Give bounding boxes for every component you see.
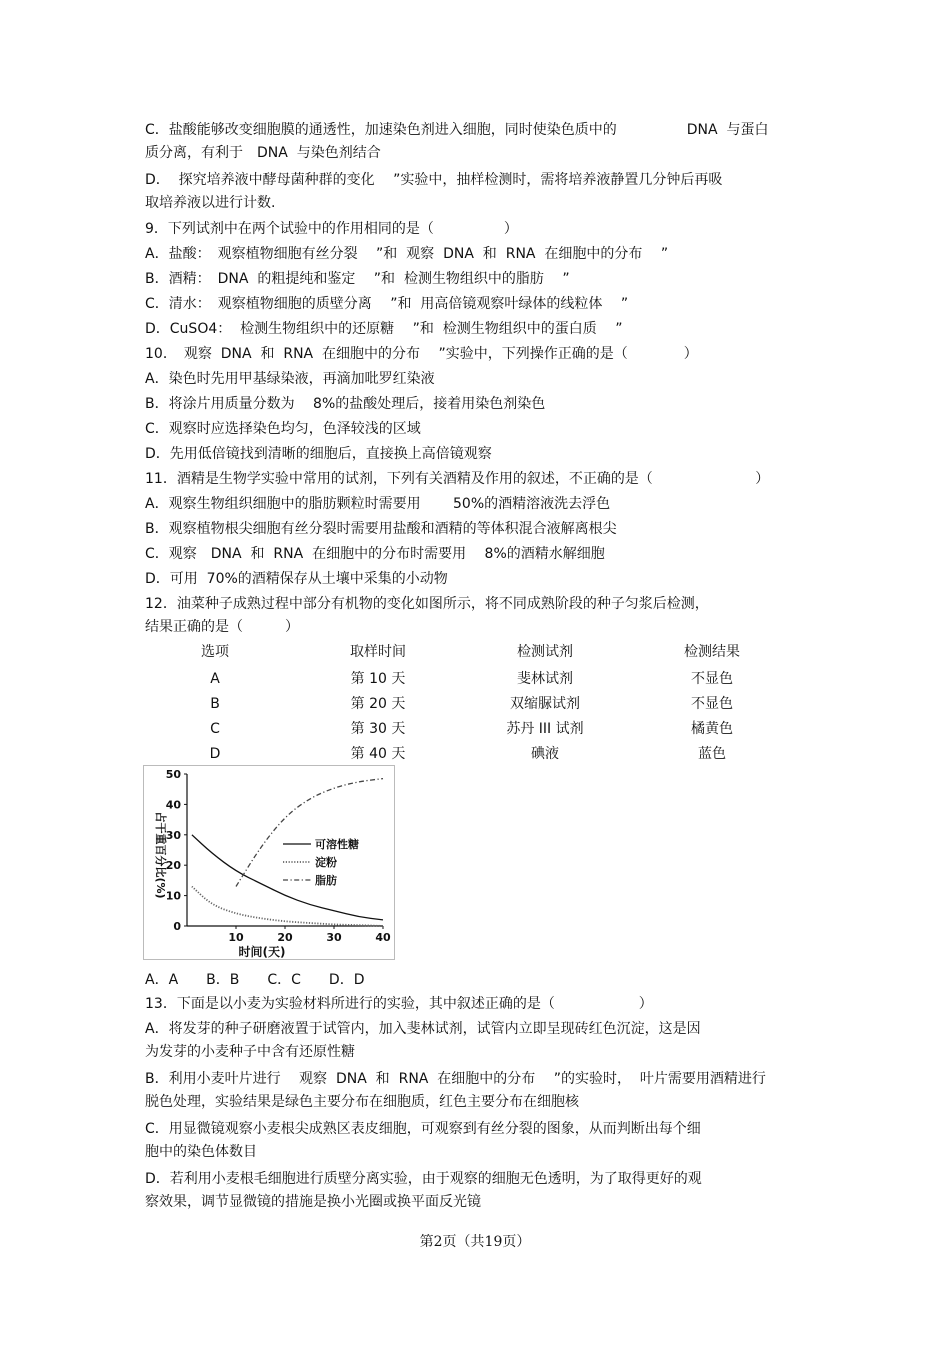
table-header-cell: 检测试剂: [517, 644, 573, 660]
option-a: A．染色时先用甲基绿染液，再滴加吡罗红染液: [145, 371, 435, 387]
table-cell: 蓝色: [698, 746, 726, 762]
x-tick-label: 10: [228, 931, 244, 944]
option-d: D．可用 70%的酒精保存从土壤中采集的小动物: [145, 571, 448, 587]
option-c: C．观察 DNA 和 RNA 在细胞中的分布时需要用 8%的酒精水解细胞: [145, 546, 605, 562]
table-row: [145, 745, 785, 763]
legend-label: 淀粉: [315, 856, 337, 869]
text-line: 胞中的染色体数目: [145, 1144, 257, 1160]
option-b: B．将涂片用质量分数为 8%的盐酸处理后，接着用染色剂染色: [145, 396, 546, 412]
table-cell: 不显色: [691, 671, 733, 687]
chart-legend: [283, 837, 359, 887]
x-tick-label: 20: [277, 931, 293, 944]
table-cell: D: [209, 746, 221, 762]
text-line: 察效果，调节显微镜的措施是换小光圈或换平面反光镜: [145, 1194, 481, 1210]
chart-series: [192, 779, 383, 926]
y-tick-label: 20: [165, 859, 181, 873]
legend-label: 脂肪: [315, 874, 337, 887]
option-d: D．先用低倍镜找到清晰的细胞后，直接换上高倍镜观察: [145, 446, 492, 462]
table-row: [145, 695, 785, 713]
series-line-脂肪: [236, 779, 383, 887]
option-c: C．清水： 观察植物细胞的质壁分离 ”和 用高倍镜观察叶绿体的线粒体 ”: [145, 296, 629, 312]
text-line: 为发芽的小麦种子中含有还原性糖: [145, 1044, 355, 1060]
table-cell: 不显色: [691, 696, 733, 712]
answer-options: A．A B．B C．C D．D: [145, 972, 365, 988]
text-line: C．盐酸能够改变细胞膜的通透性，加速染色剂进入细胞，同时使染色质中的 DNA 与蛋白: [145, 122, 769, 138]
page-footer: 第2页（共19页）: [419, 1234, 531, 1250]
option-c: C．用显微镜观察小麦根尖成熟区表皮细胞，可观察到有丝分裂的图象，从而判断出每个细: [145, 1121, 701, 1137]
table-cell: A: [210, 671, 220, 687]
text-line: 取培养液以进行计数.: [145, 195, 276, 211]
question-12: 12．油菜种子成熟过程中部分有机物的变化如图所示，将不同成熟阶段的种子匀浆后检测，: [145, 596, 709, 612]
y-tick-label: 0: [173, 920, 181, 933]
question-9: 9．下列试剂中在两个试验中的作用相同的是（ ）: [145, 221, 518, 237]
series-line-淀粉: [192, 887, 383, 927]
option-c: C．观察时应选择染色均匀，色泽较浅的区域: [145, 421, 421, 437]
chart-svg: [143, 765, 395, 960]
table-row: [145, 670, 785, 688]
table-cell: 第 40 天: [350, 746, 406, 762]
table-header-cell: 选项: [201, 644, 229, 660]
option-b: B．酒精： DNA 的粗提纯和鉴定 ”和 检测生物组织中的脂肪 ”: [145, 271, 570, 287]
table-cell: 斐林试剂: [517, 671, 573, 687]
table-row: [145, 720, 785, 738]
option-a: A．观察生物组织细胞中的脂肪颗粒时需要用 50%的酒精溶液洗去浮色: [145, 496, 611, 512]
table-header-cell: 取样时间: [350, 644, 406, 660]
text-line: 质分离，有利于 DNA 与染色剂结合: [145, 145, 381, 161]
question-10: 10． 观察 DNA 和 RNA 在细胞中的分布 ”实验中，下列操作正确的是（ ）: [145, 346, 698, 362]
chart-frame: [144, 766, 395, 960]
y-tick-label: 10: [165, 889, 181, 903]
table-cell: 第 30 天: [350, 721, 406, 737]
y-axis-label: 占干重百分比(%): [154, 811, 167, 899]
table-cell: 第 20 天: [350, 696, 406, 712]
y-tick-label: 40: [165, 798, 181, 812]
y-tick-label: 50: [165, 768, 181, 781]
table-cell: 碘液: [531, 746, 559, 762]
table-cell: B: [210, 696, 220, 712]
table-cell: 苏丹 III 试剂: [506, 721, 584, 737]
line-chart: [143, 765, 395, 960]
x-axis-ticks: [228, 926, 391, 944]
table-cell: 橘黄色: [691, 721, 733, 737]
table-header: [145, 643, 785, 661]
y-tick-label: 30: [165, 828, 181, 842]
option-d: D．CuSO4： 检测生物组织中的还原糖 ”和 检测生物组织中的蛋白质 ”: [145, 321, 623, 337]
table-cell: C: [210, 721, 220, 737]
y-axis-ticks: [166, 768, 187, 933]
text-line: 结果正确的是（ ）: [145, 619, 299, 635]
question-13: 13．下面是以小麦为实验材料所进行的实验，其中叙述正确的是（ ）: [145, 996, 653, 1012]
legend-label: 可溶性糖: [315, 838, 359, 851]
option-b: B．利用小麦叶片进行 观察 DNA 和 RNA 在细胞中的分布 ”的实验时， 叶片需要用酒精进行: [145, 1071, 766, 1087]
text-line: 脱色处理，实验结果是绿色主要分布在细胞质，红色主要分布在细胞核: [145, 1094, 579, 1110]
table-cell: 第 10 天: [350, 671, 406, 687]
question-11: 11．酒精是生物学实验中常用的试剂，下列有关酒精及作用的叙述，不正确的是（ ）: [145, 471, 770, 487]
table-header-cell: 检测结果: [684, 644, 740, 660]
table-cell: 双缩脲试剂: [510, 696, 580, 712]
text-line: D． 探究培养液中酵母菌种群的变化 ”实验中，抽样检测时，需将培养液静置几分钟后再吸: [145, 172, 723, 188]
option-d: D．若利用小麦根毛细胞进行质壁分离实验，由于观察的细胞无色透明，为了取得更好的观: [145, 1171, 702, 1187]
x-tick-label: 30: [326, 931, 342, 944]
option-b: B．观察植物根尖细胞有丝分裂时需要用盐酸和酒精的等体积混合液解离根尖: [145, 521, 617, 537]
x-tick-label: 40: [375, 931, 391, 944]
option-a: A．盐酸： 观察植物细胞有丝分裂 ”和 观察 DNA 和 RNA 在细胞中的分布 ”: [145, 246, 669, 262]
option-a: A．将发芽的种子研磨液置于试管内，加入斐林试剂，试管内立即呈现砖红色沉淀，这是因: [145, 1021, 701, 1037]
x-axis-label: 时间(天): [238, 945, 286, 959]
